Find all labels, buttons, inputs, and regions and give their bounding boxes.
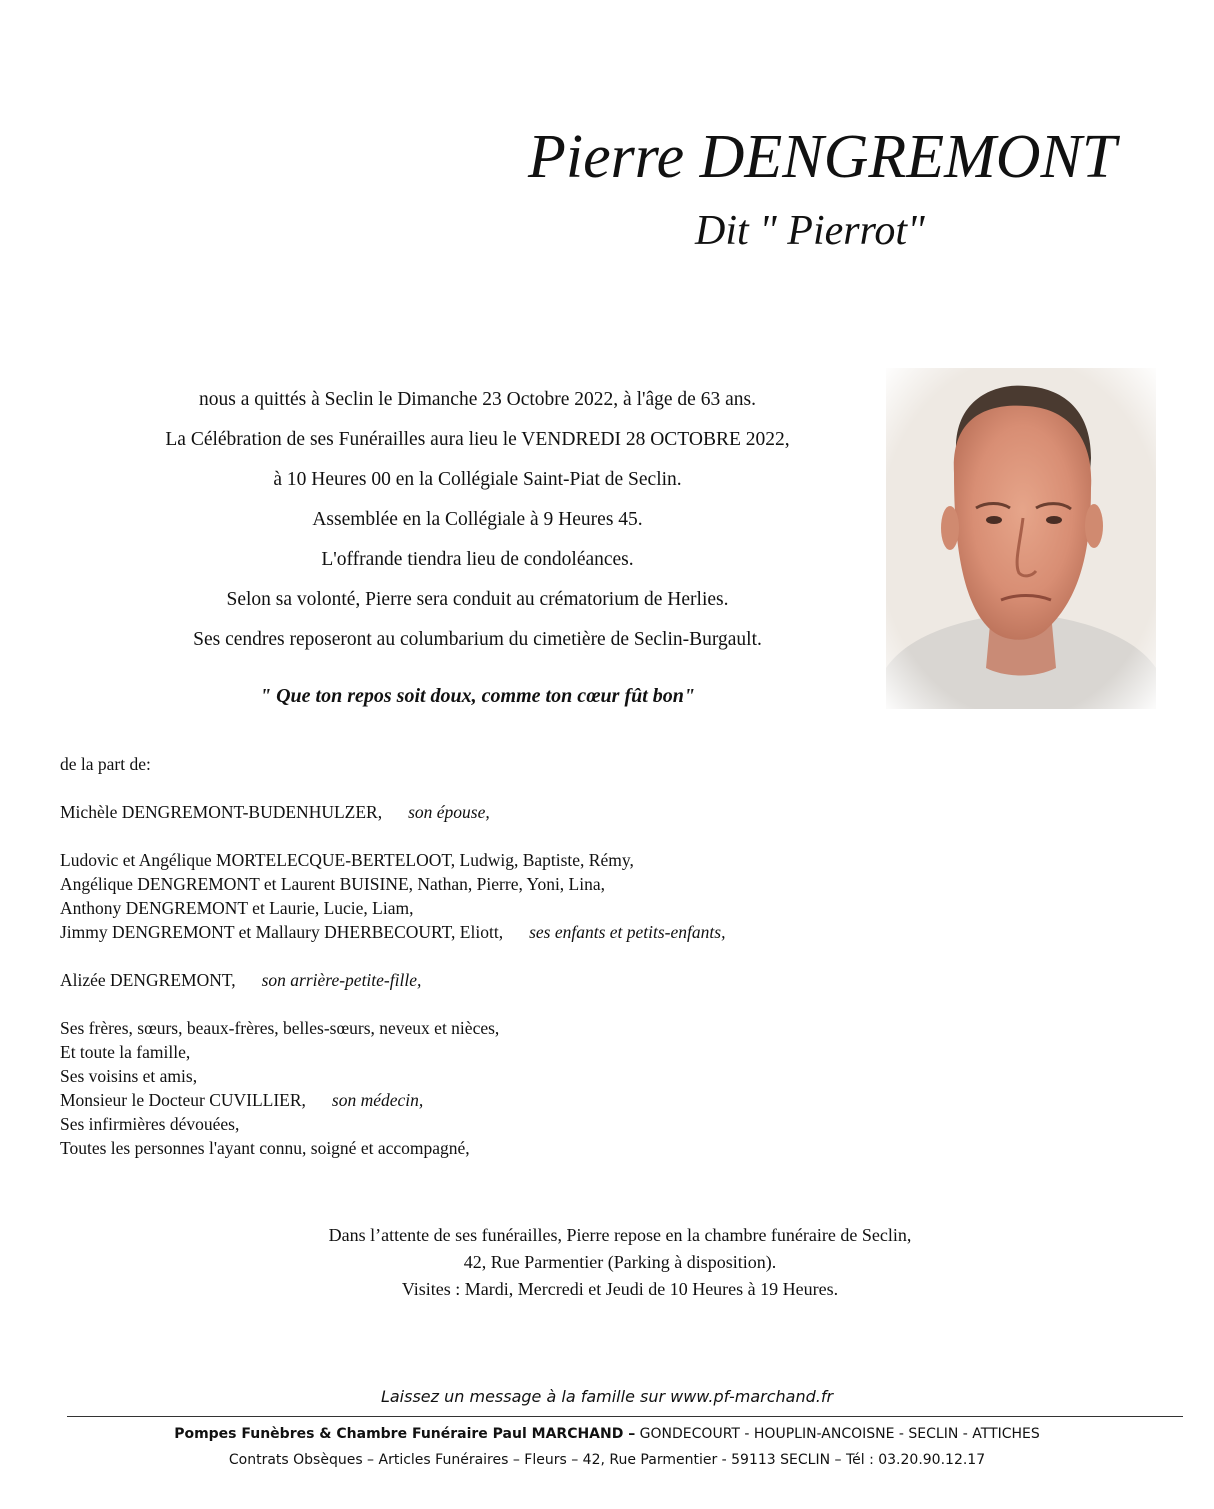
spouse-name: Michèle DENGREMONT-BUDENHULZER, (60, 802, 383, 822)
vigil-line: Visites : Mardi, Mercredi et Jeudi de 10 Heures à 19 Heures. (401, 1279, 839, 1299)
vigil-line: 42, Rue Parmentier (Parking à disposition). (463, 1252, 777, 1272)
nickname: Dit " Pierrot" (695, 208, 925, 254)
portrait-photo (886, 368, 1156, 709)
children-role: ses enfants et petits-enfants, (529, 922, 726, 942)
footer-company-line (0, 1426, 1214, 1442)
family-other-line: Ses infirmières dévouées, (60, 1114, 240, 1134)
family-other-line: Et toute la famille, (60, 1042, 191, 1062)
spouse-role: son épouse, (408, 802, 490, 822)
family-great-grandchild (60, 968, 725, 992)
family-children-line: Anthony DENGREMONT et Laurie, Lucie, Liam, (60, 898, 414, 918)
family-intro: de la part de: (60, 754, 151, 774)
footer-message: Laissez un message à la famille sur www.pf-marchand.fr (380, 1387, 834, 1406)
great-grandchild-name: Alizée DENGREMONT, (60, 970, 236, 990)
announcement-line: à 10 Heures 00 en la Collégiale Saint-Piat de Seclin. (273, 469, 682, 490)
announcement-line: nous a quittés à Seclin le Dimanche 23 Octobre 2022, à l'âge de 63 ans. (199, 389, 756, 410)
vigil-info (230, 1222, 1010, 1303)
family-list (60, 752, 725, 1160)
vigil-line: Dans l’attente de ses funérailles, Pierre repose en la chambre funéraire de Seclin, (328, 1225, 912, 1245)
company-name: Pompes Funèbres & Chambre Funéraire Paul MARCHAND – (174, 1426, 636, 1442)
deceased-name: Pierre DENGREMONT (528, 123, 1117, 191)
family-other-line: Toutes les personnes l'ayant connu, soigné et accompagné, (60, 1138, 470, 1158)
announcement-line: Assemblée en la Collégiale à 9 Heures 45. (312, 509, 643, 530)
children-last-line: Jimmy DENGREMONT et Mallaury DHERBECOURT, Eliott, (60, 922, 504, 942)
footer-services: Contrats Obsèques – Articles Funéraires – Fleurs – 42, Rue Parmentier - 59113 SECLIN – Tél : 03.20.90.12.17 (228, 1452, 986, 1468)
family-spouse (60, 800, 725, 824)
family-children-line: Ludovic et Angélique MORTELECQUE-BERTELOOT, Ludwig, Baptiste, Rémy, (60, 850, 634, 870)
announcement-line: Selon sa volonté, Pierre sera conduit au crématorium de Herlies. (226, 589, 729, 610)
announcement-line: Ses cendres reposeront au columbarium du cimetière de Seclin-Burgault. (193, 629, 762, 650)
footer-divider (67, 1416, 1183, 1417)
family-children-line (60, 920, 725, 944)
memorial-quote: " Que ton repos soit doux, comme ton cœur fût bon" (259, 685, 696, 707)
announcement (60, 380, 895, 660)
family-other-line: Ses voisins et amis, (60, 1066, 198, 1086)
doctor-role: son médecin, (331, 1090, 424, 1110)
company-locations: GONDECOURT - HOUPLIN-ANCOISNE - SECLIN - ATTICHES (635, 1426, 1040, 1442)
announcement-line: La Célébration de ses Funérailles aura lieu le VENDREDI 28 OCTOBRE 2022, (165, 429, 790, 450)
great-grandchild-role: son arrière-petite-fille, (261, 970, 422, 990)
family-doctor (60, 1088, 725, 1112)
family-children-line: Angélique DENGREMONT et Laurent BUISINE, Nathan, Pierre, Yoni, Lina, (60, 874, 606, 894)
announcement-line: L'offrande tiendra lieu de condoléances. (321, 549, 634, 570)
family-other-line: Ses frères, sœurs, beaux-frères, belles-sœurs, neveux et nièces, (60, 1018, 500, 1038)
doctor-name: Monsieur le Docteur CUVILLIER, (60, 1090, 306, 1110)
